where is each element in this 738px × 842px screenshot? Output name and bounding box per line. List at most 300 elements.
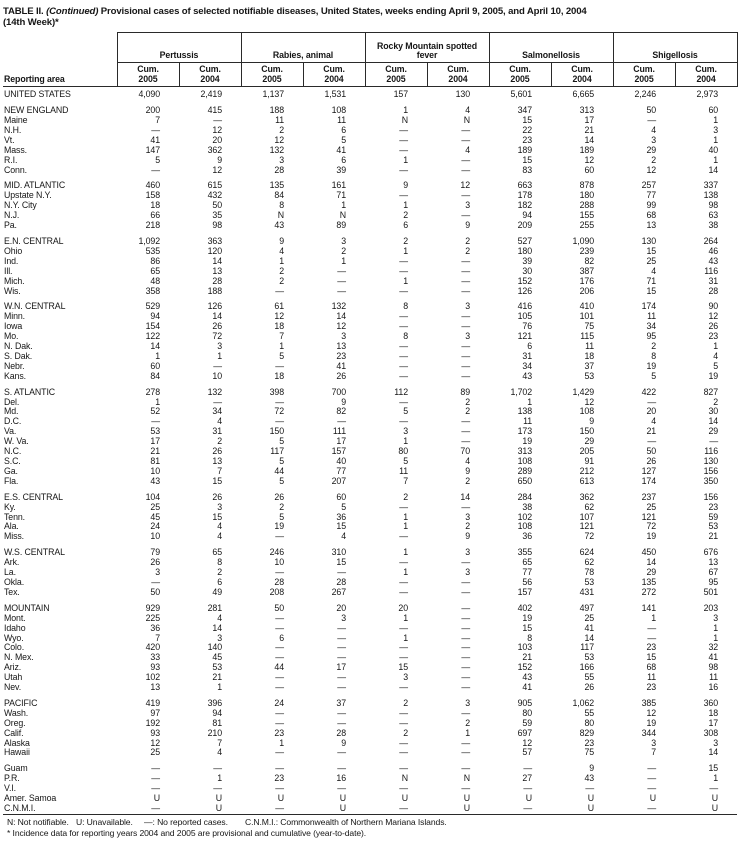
column-header-shigellosis-cum-2004 [675,63,737,87]
value-cell: — [275,763,284,774]
value-cell: 5 [155,154,160,165]
value-cell: 108 [517,456,533,466]
table-body [3,87,737,815]
value-cell: — [337,682,346,693]
table-row [3,739,737,749]
value-cell: — [213,115,222,125]
table-row [3,136,737,146]
value-cell: 281 [207,602,222,613]
table-row [3,794,737,804]
value-cell: — [523,783,533,794]
reporting-area-cell: W.N. CENTRAL [4,301,66,312]
value-cell: — [399,501,408,512]
value-cell: 10 [150,531,160,542]
value-cell: 130 [703,456,719,466]
table-row [3,764,737,774]
value-cell: 23 [274,727,284,738]
column-group-salmonellosis: Salmonellosis [489,33,613,63]
value-cell: 80 [584,717,595,728]
reporting-area-cell: Tenn. [4,511,26,522]
value-cell: 174 [641,475,657,486]
value-cell: 9 [589,416,595,427]
value-cell: U [711,793,719,804]
column-header-rmsf-cum-2004 [427,63,489,87]
value-cell: 91 [584,456,595,466]
value-cell: 5 [403,406,408,417]
value-cell: — [337,642,346,653]
cum-label: Cum. [571,64,593,74]
table-row [3,437,737,447]
value-cell: 4 [651,265,657,276]
value-cell: 7 [279,331,284,342]
reporting-area-cell: PACIFIC [4,697,38,708]
value-cell: — [709,783,719,794]
table-row [3,388,737,398]
value-cell: 697 [517,727,533,738]
reporting-area-cell: E.S. CENTRAL [4,491,63,502]
value-cell: U [587,793,595,804]
reporting-area-cell: Hawaii [4,747,30,758]
value-cell: 57 [522,747,533,758]
value-cell: — [213,763,222,774]
value-cell: — [337,632,346,643]
value-cell: 94 [522,210,533,221]
reporting-area-cell: E.N. CENTRAL [4,235,64,246]
table-row [3,211,737,221]
value-cell: 1 [155,350,160,361]
value-cell: 2 [465,717,471,728]
value-cell: 26 [212,321,222,332]
value-cell: 208 [269,586,284,597]
reporting-area-cell: D.C. [4,416,22,427]
value-cell: 52 [150,406,160,417]
value-cell: — [461,672,471,683]
value-cell: 188 [269,105,284,116]
value-cell: 99 [646,200,657,211]
value-cell: — [461,632,471,643]
value-cell: 13 [708,557,719,568]
value-cell: 72 [646,521,657,532]
value-cell: 27 [522,773,533,784]
value-cell: 155 [579,210,595,221]
reporting-area-cell: Wyo. [4,632,24,643]
value-cell: 105 [517,311,533,322]
value-cell: 3 [217,341,222,352]
value-cell: 36 [522,531,533,542]
value-cell: 363 [207,235,222,246]
value-cell: 12 [150,737,160,748]
value-cell: — [399,350,408,361]
value-cell: 12 [584,154,595,165]
value-cell: 25 [150,747,160,758]
value-cell: 19 [522,612,533,623]
value-cell: 1 [403,275,408,286]
value-cell: 6 [341,124,346,135]
value-cell: 200 [145,105,160,116]
value-cell: — [151,164,160,175]
value-cell: 1 [403,200,408,211]
value-cell: 117 [270,446,284,457]
value-cell: 93 [150,727,160,738]
value-cell: 180 [579,190,595,201]
value-cell: 3 [713,124,719,135]
value-cell: 15 [522,115,533,125]
value-cell: 26 [212,446,222,457]
value-cell: — [461,602,471,613]
value-cell: — [399,707,408,718]
value-cell: 12 [646,164,657,175]
value-cell: 98 [708,200,719,211]
value-cell: 41 [336,144,346,155]
table-row [3,588,737,598]
value-cell: 1 [713,134,719,145]
value-cell: — [461,612,471,623]
value-cell: U [277,793,284,804]
table-row [3,257,737,267]
value-cell: — [461,350,471,361]
value-cell: 53 [150,426,160,437]
value-cell: 157 [393,89,408,100]
value-cell: — [337,672,346,683]
value-cell: 180 [517,245,533,256]
reporting-area-cell: Okla. [4,576,25,587]
reporting-area-cell: Calif. [4,727,24,738]
value-cell: 613 [579,475,595,486]
table-row [3,156,737,166]
reporting-area-cell: Utah [4,672,23,683]
value-cell: 1 [217,773,222,784]
reporting-area-cell: Idaho [4,622,26,633]
reporting-area-cell: Amer. Samoa [4,793,57,804]
value-cell: 50 [646,105,657,116]
value-cell: — [275,396,284,407]
value-cell: 20 [646,406,657,417]
value-cell: 2 [403,491,408,502]
value-cell: 3 [217,632,222,643]
value-cell: — [399,265,408,276]
value-cell: — [585,783,595,794]
value-cell: 7 [155,632,160,643]
value-cell: 26 [212,491,222,502]
value-cell: U [153,793,160,804]
value-cell: 98 [212,220,222,231]
value-cell: — [337,763,346,774]
value-cell: 14 [336,311,346,322]
value-cell: 14 [460,491,471,502]
value-cell: 2 [651,341,657,352]
value-cell: 18 [708,707,719,718]
value-cell: — [213,360,222,371]
value-cell: — [399,763,408,774]
table-row [3,237,737,247]
value-cell: 1,429 [572,386,595,397]
value-cell: 28 [274,164,284,175]
value-cell: — [461,124,471,135]
value-cell: 60 [150,360,160,371]
value-cell: 65 [522,557,533,568]
value-cell: 71 [336,190,346,201]
reporting-area-cell: V.I. [4,783,16,794]
value-cell: 4 [465,105,471,116]
reporting-area-cell: W.S. CENTRAL [4,547,65,558]
value-cell: 55 [584,672,595,683]
value-cell: 9 [465,531,471,542]
value-cell: 79 [150,547,160,558]
value-cell: 344 [641,727,657,738]
table-row [3,729,737,739]
table-row [3,247,737,257]
value-cell: 17 [150,436,160,447]
value-cell: 5 [279,511,284,522]
value-cell: 22 [522,124,533,135]
value-cell: — [337,567,346,578]
value-cell: 39 [522,255,533,266]
value-cell: 126 [517,285,533,296]
value-cell: 81 [212,717,222,728]
value-cell: 86 [150,255,160,266]
value-cell: 501 [703,586,719,597]
column-header-shigellosis-cum-2005 [613,63,675,87]
value-cell: 14 [646,557,657,568]
value-cell: — [275,285,284,296]
value-cell: 20 [212,134,222,145]
value-cell: — [461,501,471,512]
value-cell: — [461,642,471,653]
value-cell: 132 [331,301,346,312]
value-cell: — [461,154,471,165]
value-cell: 84 [150,370,160,381]
value-cell: 1 [403,154,408,165]
value-cell: 25 [646,501,657,512]
value-cell: — [275,717,284,728]
value-cell: 7 [217,737,222,748]
value-cell: 25 [584,612,595,623]
value-cell: — [461,321,471,332]
value-cell: 9 [403,180,408,191]
value-cell: 53 [584,576,595,587]
value-cell: 28 [336,727,346,738]
value-cell: 1 [279,341,284,352]
value-cell: 19 [708,370,719,381]
value-cell: 3 [341,612,346,623]
value-cell: 43 [150,475,160,486]
value-cell: 255 [579,220,595,231]
value-cell: 35 [212,210,222,221]
table-row [3,578,737,588]
value-cell: 189 [579,144,595,155]
value-cell: 360 [703,697,719,708]
reporting-area-cell: Nev. [4,682,22,693]
column-header-pertussis-cum-2005 [117,63,179,87]
table-row [3,663,737,673]
reporting-area-cell: Pa. [4,220,17,231]
table-title-prefix: TABLE II. [3,6,44,17]
value-cell: 289 [517,465,533,476]
value-cell: 6 [217,576,222,587]
value-cell: 3 [465,567,471,578]
reporting-area-cell: Vt. [4,134,15,145]
value-cell: 158 [145,190,160,201]
value-cell: 13 [212,456,222,466]
value-cell: 1 [527,396,533,407]
value-cell: 3 [651,134,657,145]
value-cell: 29 [646,144,657,155]
table-row [3,748,737,758]
value-cell: — [275,612,284,623]
table-row [3,804,737,814]
value-cell: — [461,416,471,427]
value-cell: 19 [646,717,657,728]
value-cell: 4 [465,456,471,466]
value-cell: 189 [517,144,533,155]
table-row [3,106,737,116]
value-cell: N [401,115,408,125]
value-cell: 37 [584,360,595,371]
reporting-area-cell: Ill. [4,265,13,276]
value-cell: 205 [579,446,595,457]
value-cell: 46 [708,245,719,256]
value-cell: — [461,763,471,774]
value-cell: — [647,436,657,447]
value-cell: 90 [708,301,719,312]
value-cell: 460 [145,180,160,191]
value-cell: 4 [465,144,471,155]
value-cell: 267 [331,586,346,597]
value-cell: 347 [517,105,533,116]
value-cell: 15 [398,662,408,673]
reporting-area-cell: S. ATLANTIC [4,386,56,397]
value-cell: 8 [217,557,222,568]
reporting-area-cell: S.C. [4,456,21,466]
value-cell: — [213,783,222,794]
reporting-area-cell: Oreg. [4,717,26,728]
value-cell: 15 [522,622,533,633]
value-cell: 1 [403,612,408,623]
value-cell: 15 [522,154,533,165]
value-cell: 624 [579,547,595,558]
value-cell: 21 [212,672,222,683]
reporting-area-cell: Del. [4,396,20,407]
value-cell: 26 [274,491,284,502]
reporting-area-cell: Ind. [4,255,19,266]
value-cell: 17 [336,662,346,673]
value-cell: 41 [584,622,595,633]
value-cell: 23 [274,773,284,784]
value-cell: N [339,210,346,221]
reporting-area-cell: N.H. [4,124,22,135]
table-row [3,201,737,211]
value-cell: 80 [522,707,533,718]
value-cell: 23 [708,331,719,342]
value-cell: 77 [336,465,346,476]
value-cell: — [523,803,533,813]
cum-label: Cum. [199,64,221,74]
reporting-area-cell: MOUNTAIN [4,602,50,613]
value-cell: 3 [713,737,719,748]
value-cell: 108 [579,406,595,417]
reporting-area-cell: N.J. [4,210,20,221]
value-cell: 12 [336,321,346,332]
value-cell: — [461,737,471,748]
table-title-line1 [3,6,736,17]
value-cell: — [213,396,222,407]
value-cell: — [151,783,160,794]
table-row [3,191,737,201]
year-label: 2005 [386,73,406,84]
value-cell: 6 [279,632,284,643]
value-cell: 43 [522,370,533,381]
value-cell: 116 [704,446,719,457]
value-cell: 178 [517,190,533,201]
value-cell: 700 [331,386,346,397]
footnote-no-reported-cases: —: No reported cases. [144,816,228,827]
value-cell: 402 [517,602,533,613]
value-cell: 23 [646,682,657,693]
value-cell: 70 [460,446,471,457]
value-cell: 1 [341,255,346,266]
value-cell: — [275,652,284,663]
value-cell: 30 [708,406,719,417]
value-cell: 83 [522,164,533,175]
value-cell: 5 [279,350,284,361]
value-cell: U [463,793,471,804]
value-cell: 13 [150,682,160,693]
value-cell: 23 [522,134,533,145]
table-row [3,407,737,417]
value-cell: 6 [527,341,533,352]
value-cell: 12 [584,396,595,407]
table-row [3,398,737,408]
value-cell: — [461,783,471,794]
value-cell: 7 [155,115,160,125]
value-cell: 65 [212,547,222,558]
value-cell: 264 [703,235,719,246]
year-label: 2004 [696,73,716,84]
value-cell: 26 [336,370,346,381]
value-cell: 60 [708,105,719,116]
value-cell: 43 [274,220,284,231]
value-cell: 257 [641,180,657,191]
value-cell: 4 [341,531,346,542]
table-row [3,653,737,663]
footnote-legend [3,817,736,828]
table-row [3,352,737,362]
value-cell: 55 [584,707,595,718]
value-cell: 93 [150,662,160,673]
table-row [3,417,737,427]
value-cell: 2 [341,245,346,256]
value-cell: 12 [274,134,284,145]
value-cell: 43 [522,672,533,683]
value-cell: — [151,576,160,587]
value-cell: 3 [465,511,471,522]
footnote-unavailable: U: Unavailable. [76,816,133,827]
value-cell: 284 [517,491,533,502]
value-cell: — [461,360,471,371]
value-cell: 12 [274,311,284,322]
value-cell: 2 [403,210,408,221]
value-cell: — [399,190,408,201]
value-cell: 112 [394,386,408,397]
table-title-rest: Provisional cases of selected notifiable diseases, United States, weeks ending April 9, 2005, and April 10, 2004 [100,6,587,17]
value-cell: 23 [584,737,595,748]
value-cell: U [649,793,657,804]
cum-label: Cum. [633,64,655,74]
value-cell: — [151,803,160,813]
value-cell: 31 [212,426,222,437]
reporting-area-cell: W. Va. [4,436,29,447]
value-cell: 218 [145,220,160,231]
